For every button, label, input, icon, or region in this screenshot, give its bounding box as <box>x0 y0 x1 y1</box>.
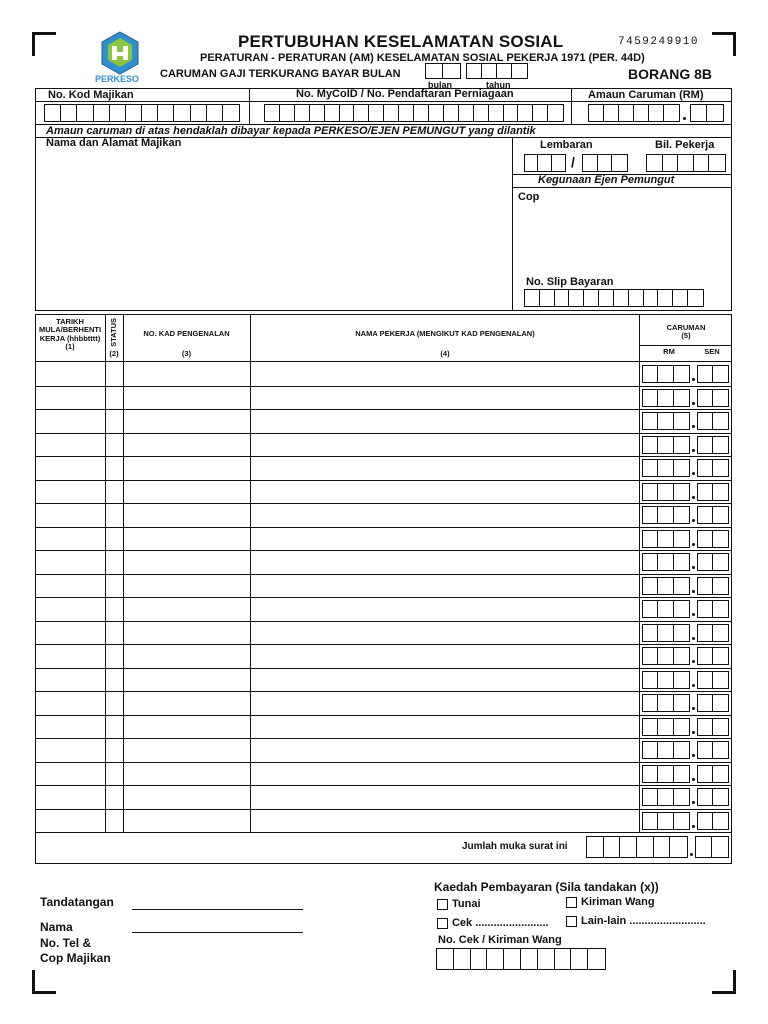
row-sen-input[interactable] <box>697 483 729 501</box>
kiriman-checkbox[interactable] <box>566 897 577 908</box>
tandatangan-line[interactable] <box>132 909 303 910</box>
nama-alamat-label: Nama dan Alamat Majikan <box>46 137 182 149</box>
row-sen-input[interactable] <box>697 765 729 783</box>
serial-number: 7459249910 <box>618 36 700 48</box>
form-title: PERTUBUHAN KESELAMATAN SOSIAL <box>238 32 564 51</box>
table-row[interactable] <box>36 362 639 386</box>
table-row[interactable] <box>36 597 639 621</box>
row-sen-input[interactable] <box>697 647 729 665</box>
row-sen-input[interactable] <box>697 530 729 548</box>
form-code: BORANG 8B <box>628 66 713 82</box>
row-sen-input[interactable] <box>697 389 729 407</box>
lembaran-total-input[interactable] <box>582 154 628 172</box>
row-rm-input[interactable] <box>642 788 690 806</box>
col-sen-header: SEN <box>704 347 720 356</box>
table-row[interactable] <box>36 480 639 504</box>
row-sen-input[interactable] <box>697 436 729 454</box>
cek-label: Cek ........................ <box>452 917 549 929</box>
table-row[interactable] <box>36 668 639 692</box>
contribution-line: CARUMAN GAJI TERKURANG BAYAR BULAN <box>160 68 401 80</box>
row-rm-input[interactable] <box>642 530 690 548</box>
table-row[interactable] <box>36 762 639 786</box>
table-row[interactable] <box>36 644 639 668</box>
payment-notice: Amaun caruman di atas hendaklah dibayar kepada PERKESO/EJEN PEMUNGUT yang dilantik <box>46 125 536 137</box>
lain-checkbox[interactable] <box>566 916 577 927</box>
table-row[interactable] <box>36 691 639 715</box>
col-rm-header: RM <box>663 347 675 356</box>
col-nama-num: (4) <box>440 349 450 358</box>
regulation-text: PERATURAN - PERATURAN (AM) KESELAMATAN SOSIAL PEKERJA 1971 (PER. 44D) <box>200 52 645 64</box>
row-rm-input[interactable] <box>642 436 690 454</box>
lain-label: Lain-lain ......................... <box>581 915 706 927</box>
row-rm-input[interactable] <box>642 741 690 759</box>
amaun-sen-input[interactable] <box>690 104 724 122</box>
no-cek-label: No. Cek / Kiriman Wang <box>438 934 562 946</box>
bulan-boxes[interactable] <box>425 63 461 79</box>
table-row[interactable] <box>36 738 639 762</box>
no-cek-input[interactable] <box>436 948 606 970</box>
row-sen-input[interactable] <box>697 694 729 712</box>
row-sen-input[interactable] <box>697 671 729 689</box>
table-row[interactable] <box>36 574 639 598</box>
table-row[interactable] <box>36 386 639 410</box>
tunai-label: Tunai <box>452 898 481 910</box>
bulan-label: bulan <box>428 80 452 90</box>
total-label: Jumlah muka surat ini <box>462 841 568 852</box>
row-sen-input[interactable] <box>697 412 729 430</box>
cop-label: Cop <box>518 191 540 203</box>
row-rm-input[interactable] <box>642 765 690 783</box>
row-rm-input[interactable] <box>642 577 690 595</box>
col-status-header: STATUS <box>109 318 118 347</box>
row-sen-input[interactable] <box>697 459 729 477</box>
col-nama-header: NAMA PEKERJA (MENGIKUT KAD PENGENALAN) <box>355 329 535 338</box>
row-rm-input[interactable] <box>642 624 690 642</box>
col-ic-header: NO. KAD PENGENALAN <box>143 329 230 338</box>
row-rm-input[interactable] <box>642 671 690 689</box>
table-row[interactable] <box>36 715 639 739</box>
row-rm-input[interactable] <box>642 483 690 501</box>
row-rm-input[interactable] <box>642 389 690 407</box>
corner-mark-top-left <box>32 32 56 56</box>
tahun-boxes[interactable] <box>466 63 528 79</box>
kegunaan-label: Kegunaan Ejen Pemungut <box>538 174 675 186</box>
row-sen-input[interactable] <box>697 506 729 524</box>
row-sen-input[interactable] <box>697 553 729 571</box>
row-rm-input[interactable] <box>642 412 690 430</box>
amaun-rm-input[interactable] <box>588 104 680 122</box>
col-ic-num: (3) <box>181 349 192 358</box>
col-caruman-header: CARUMAN (5) <box>666 323 706 341</box>
kiriman-label: Kiriman Wang <box>581 896 655 908</box>
cek-checkbox[interactable] <box>437 918 448 929</box>
amaun-label: Amaun Caruman (RM) <box>588 89 704 101</box>
lembaran-label: Lembaran <box>540 139 593 151</box>
nama-alamat-area[interactable] <box>40 152 508 307</box>
row-rm-input[interactable] <box>642 600 690 618</box>
table-row[interactable] <box>36 809 639 833</box>
table-row[interactable] <box>36 456 639 480</box>
lembaran-input[interactable] <box>524 154 566 172</box>
table-row[interactable] <box>36 550 639 574</box>
nama-line[interactable] <box>132 932 303 933</box>
row-sen-input[interactable] <box>697 812 729 830</box>
row-sen-input[interactable] <box>697 741 729 759</box>
total-sen-input[interactable] <box>695 836 729 858</box>
table-row[interactable] <box>36 621 639 645</box>
slip-bayaran-label: No. Slip Bayaran <box>526 276 614 288</box>
table-row[interactable] <box>36 527 639 551</box>
kod-majikan-input[interactable] <box>44 104 240 122</box>
row-rm-input[interactable] <box>642 812 690 830</box>
row-rm-input[interactable] <box>642 459 690 477</box>
row-rm-input[interactable] <box>642 365 690 383</box>
kaedah-label: Kaedah Pembayaran (Sila tandakan (x)) <box>434 880 659 894</box>
logo-text: PERKESO <box>95 74 140 84</box>
row-rm-input[interactable] <box>642 694 690 712</box>
row-rm-input[interactable] <box>642 506 690 524</box>
row-sen-input[interactable] <box>697 600 729 618</box>
mycoid-label: No. MyCoID / No. Pendaftaran Perniagaan <box>296 88 514 100</box>
row-rm-input[interactable] <box>642 647 690 665</box>
nama-label: Nama <box>40 920 73 934</box>
col-tarikh-header: TARIKH MULA/BERHENTI KERJA (hhbbtttt) (1) <box>38 317 102 351</box>
row-sen-input[interactable] <box>697 788 729 806</box>
tahun-label: tahun <box>486 80 511 90</box>
lembaran-slash: / <box>571 154 575 170</box>
row-sen-input[interactable] <box>697 718 729 736</box>
tandatangan-label: Tandatangan <box>40 895 114 909</box>
table-row[interactable] <box>36 433 639 457</box>
row-sen-input[interactable] <box>697 577 729 595</box>
corner-mark-top-right <box>712 32 736 56</box>
tunai-checkbox[interactable] <box>437 899 448 910</box>
table-row[interactable] <box>36 409 639 433</box>
total-rm-input[interactable] <box>586 836 688 858</box>
bil-pekerja-label: Bil. Pekerja <box>655 139 715 151</box>
row-rm-input[interactable] <box>642 553 690 571</box>
corner-mark-bottom-right <box>712 970 736 994</box>
bil-pekerja-input[interactable] <box>646 154 726 172</box>
row-sen-input[interactable] <box>697 365 729 383</box>
col-status-num: (2) <box>109 349 119 358</box>
mycoid-input[interactable] <box>264 104 564 122</box>
cop-majikan-label: Cop Majikan <box>40 951 111 965</box>
row-rm-input[interactable] <box>642 718 690 736</box>
corner-mark-bottom-left <box>32 970 56 994</box>
slip-bayaran-input[interactable] <box>524 289 704 307</box>
table-row[interactable] <box>36 503 639 527</box>
table-row[interactable] <box>36 785 639 809</box>
tel-label: No. Tel & <box>40 936 92 950</box>
row-sen-input[interactable] <box>697 624 729 642</box>
kod-majikan-label: No. Kod Majikan <box>48 89 134 101</box>
